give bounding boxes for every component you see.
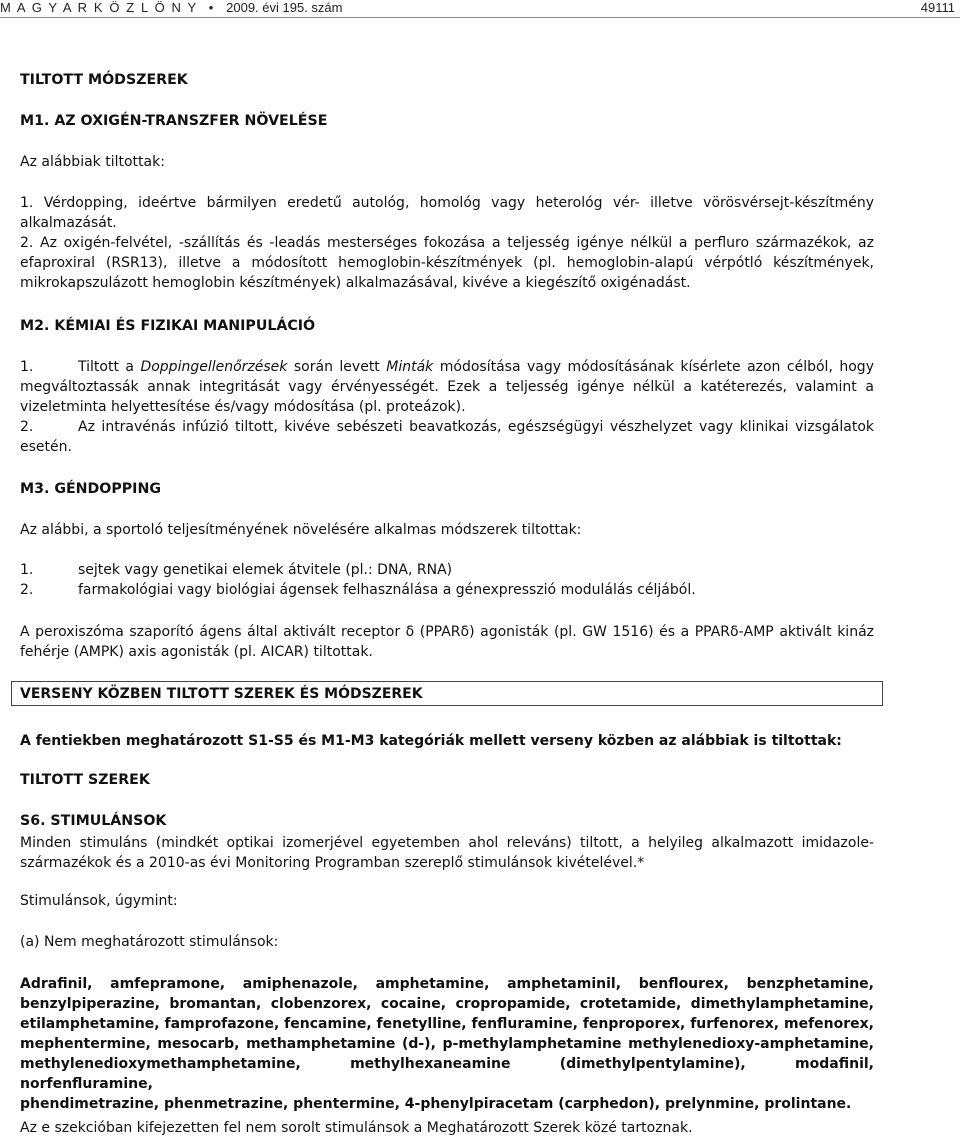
stimulants-list-line-3: etilamphetamine, famprofazone, fencamine, fenetylline, fenfluramine, fenproporex, furfenorex, mefenorex, xyxy=(20,1016,874,1032)
s6-footer-note: Az e szekcióban kifejezetten fel nem sorolt stimulánsok a Meghatározott Szerek közé tartoznak. xyxy=(20,1120,693,1136)
s6-paragraph-1-line-2: származékok és a 2010-as évi Monitoring Programban szereplő stimulánsok kivételével.* xyxy=(20,855,645,871)
m3-note-line-2: fehérje (AMPK) axis agonisták (pl. AICAR) tiltottak. xyxy=(20,644,373,660)
m2-item-2 xyxy=(20,417,874,457)
journal-title xyxy=(0,0,342,15)
stimulants-list-line-6: phendimetrazine, phenmetrazine, phentermine, 4-phenylpiracetam (carphedon), prelynmine, prolintane. xyxy=(20,1096,852,1112)
m2-item-2-text: Az intravénás infúzió tiltott, kivéve sebészeti beavatkozás, egészségügyi vészhelyzet vagy klinikai vizsgálatok xyxy=(78,419,874,435)
m2-item-1-text-a: Tiltott a xyxy=(78,359,141,375)
in-competition-lead: A fentiekben meghatározott S1-S5 és M1-M3 kategóriák mellett verseny közben az alábbiak is tiltottak: xyxy=(20,733,842,749)
journal-name: M A G Y A R K Ö Z L Ö N Y xyxy=(0,0,198,15)
m2-item-1-text-c: során levett xyxy=(287,359,387,375)
s6-paragraph-2: Stimulánsok, úgymint: xyxy=(20,893,178,909)
m3-intro: Az alábbi, a sportoló teljesítményének növelésére alkalmas módszerek tiltottak: xyxy=(20,522,582,538)
m3-item-2 xyxy=(20,582,696,598)
stimulants-list-line-2: benzylpiperazine, bromantan, clobenzorex, cocaine, cropropamide, crotetamide, dimethylamphetamine, xyxy=(20,996,874,1012)
m1-item-1-line-2: alkalmazását. xyxy=(20,215,117,231)
m2-item-1-line-3: vizeletminta helyettesítése és/vagy módosítása (pl. proteázok). xyxy=(20,399,466,415)
m1-item-1 xyxy=(20,193,874,233)
m2-item-2-line-1 xyxy=(20,417,874,437)
issue-label: 2009. évi 195. szám xyxy=(226,0,343,15)
s6-paragraph-1-line-1: Minden stimuláns (mindkét optikai izomerjével egyetemben ahol releváns) tiltott, a helyileg alkalmazott imidazole- xyxy=(20,835,874,851)
m3-note-line-1: A peroxiszóma szaporító ágens által aktivált receptor δ (PPARδ) agonisták (pl. GW 1516) és a PPARδ-AMP aktivált kináz xyxy=(20,624,874,640)
m2-item-2-number: 2. xyxy=(20,419,34,435)
s6-paragraph-1 xyxy=(20,833,874,873)
m1-item-1-line-1: 1. Vérdopping, ideértve bármilyen eredetű autológ, homológ vagy heterológ vér- illetve vörösvérsejt-készítmény xyxy=(20,195,874,211)
m2-item-1-line-2: megváltoztassák annak integritását vagy érvényességét. Ezek a teljesség igénye nélkül a katéterezés, valamint a xyxy=(20,379,874,395)
section-title-prohibited-methods: TILTOTT MÓDSZEREK xyxy=(20,72,188,88)
m2-item-1-number: 1. xyxy=(20,359,34,375)
s6-paragraph-3: (a) Nem meghatározott stimulánsok: xyxy=(20,934,279,950)
m2-item-1-text-e: módosítása vagy módosításának kísérlete azon célból, hogy xyxy=(433,359,874,375)
bullet-separator: • xyxy=(208,0,215,15)
m2-item-2-line-2: esetén. xyxy=(20,439,72,455)
m3-item-2-number: 2. xyxy=(20,582,34,598)
m1-item-2-line-1: 2. Az oxigén-felvétel, -szállítás és -leadás mesterséges fokozása a teljesség igénye nélkül a perfluro származékok, az xyxy=(20,235,874,251)
stimulants-list xyxy=(20,974,874,1114)
m2-item-1-term-samples: Minták xyxy=(386,359,434,375)
m1-item-2-line-2: efaproxiral (RSR13), illetve a módosított hemoglobin-készítmények (pl. hemoglobin-alapú vérpótló készítmények, xyxy=(20,255,874,271)
m3-heading: M3. GÉNDOPPING xyxy=(20,481,161,497)
page-number: 49111 xyxy=(920,0,955,15)
m2-item-1-line-1 xyxy=(20,357,874,377)
m1-heading: M1. AZ OXIGÉN-TRANSZFER NÖVELÉSE xyxy=(20,113,328,129)
m3-item-2-text: farmakológiai vagy biológiai ágensek felhasználása a génexpresszió modulálás céljából. xyxy=(78,582,696,598)
m2-item-1 xyxy=(20,357,874,417)
m3-item-1-number: 1. xyxy=(20,562,34,578)
s6-heading: S6. STIMULÁNSOK xyxy=(20,813,167,829)
m1-item-2 xyxy=(20,233,874,293)
prohibited-substances-heading: TILTOTT SZEREK xyxy=(20,772,150,788)
stimulants-list-line-5: methylenedioxymethamphetamine, methylhexaneamine (dimethylpentylamine), modafinil, norfenfluramine, xyxy=(20,1056,874,1092)
m2-heading: M2. KÉMIAI ÉS FIZIKAI MANIPULÁCIÓ xyxy=(20,318,316,334)
m3-item-1-text: sejtek vagy genetikai elemek átvitele (pl.: DNA, RNA) xyxy=(78,562,453,578)
m3-item-1 xyxy=(20,562,452,578)
m1-item-2-line-3: mikrokapszulázott hemoglobin készítmények) alkalmazásával, kivéve a kiegészítő oxigénadást. xyxy=(20,275,691,291)
stimulants-list-line-1: Adrafinil, amfepramone, amiphenazole, amphetamine, amphetaminil, benflourex, benzphetamine, xyxy=(20,976,874,992)
page-header xyxy=(0,0,960,18)
m3-note xyxy=(20,622,874,662)
in-competition-section-box: VERSENY KÖZBEN TILTOTT SZEREK ÉS MÓDSZEREK xyxy=(11,681,883,706)
m2-item-1-term-doping-controls: Doppingellenőrzések xyxy=(140,359,288,375)
stimulants-list-line-4: mephentermine, mesocarb, methamphetamine (d-), p-methylamphetamine methylenedioxy-amphetamine, xyxy=(20,1036,874,1052)
m1-intro: Az alábbiak tiltottak: xyxy=(20,154,165,170)
